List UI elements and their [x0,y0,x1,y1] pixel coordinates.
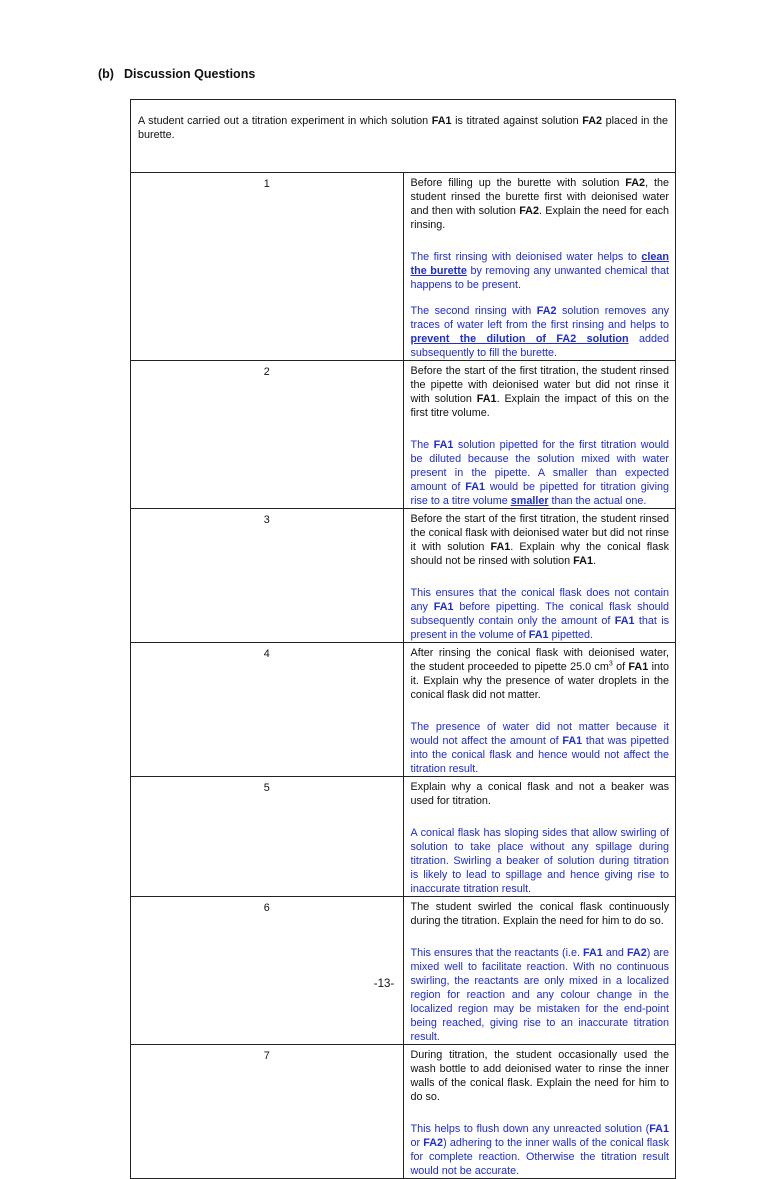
question-text: The student swirled the conical flask continuously during the titration. Explain the need for him to do so. [410,901,669,927]
question-row [131,361,676,509]
question-body [403,173,676,361]
question-number: 6 [131,897,404,1045]
answer-text: This ensures that the reactants (i.e. FA1 and FA2) are mixed well to facilitate reaction. With no continuous swirling, the reactants are only mixed in a localized region for reaction and any colour change in the localized region may be mistaken for the end-point being reached, giving rise to an inaccurate titration result. [410,947,669,1043]
answer-text: The second rinsing with FA2 solution removes any traces of water left from the first rinsing and helps to prevent the dilution of FA2 solution added subsequently to fill the burette. [410,305,669,359]
discussion-table [130,99,676,1179]
question-row [131,509,676,643]
question-text: During titration, the student occasionally used the wash bottle to add deionised water to rinse the inner walls of the conical flask. Explain the need for him to do so. [410,1049,669,1103]
question-text: Before the start of the first titration, the student rinsed the pipette with deionised water but did not rinse it with solution FA1. Explain the impact of this on the first titre volume. [410,365,669,419]
question-body [403,777,676,897]
question-number: 1 [131,173,404,361]
intro-row [131,100,676,173]
question-body [403,361,676,509]
question-number: 5 [131,777,404,897]
answer-text: The FA1 solution pipetted for the first titration would be diluted because the solution mixed with water present in the pipette. A smaller than expected amount of FA1 would be pipetted for titration giving rise to a titre volume smaller than the actual one. [410,439,669,507]
question-body [403,643,676,777]
intro-cell [131,100,676,173]
answer-text: The first rinsing with deionised water helps to clean the burette by removing any unwanted chemical that happens to be present. [410,251,669,291]
question-row [131,643,676,777]
question-number: 7 [131,1045,404,1179]
question-row [131,1045,676,1179]
question-row [131,897,676,1045]
section-heading [98,67,255,81]
question-row [131,777,676,897]
question-text: Explain why a conical flask and not a beaker was used for titration. [410,781,669,807]
intro-text: A student carried out a titration experiment in which solution FA1 is titrated against solution FA2 placed in the burette. [138,115,669,141]
answer-text: A conical flask has sloping sides that allow swirling of solution to take place without any spillage during titration. Swirling a beaker of solution during titration is likely to lead to spillage and hence giving rise to inaccurate titration result. [410,827,669,895]
question-text: After rinsing the conical flask with deionised water, the student proceeded to pipette 25.0 $cm^3$ of FA1 into it. Explain why the presence of water droplets in the conical flask did not matter. [410,647,669,701]
answer-text: This ensures that the conical flask does not contain any FA1 before pipetting. The conical flask should subsequently contain only the amount of FA1 that is present in the volume of FA1 pipetted. [410,587,670,641]
page-number: -13- [373,978,395,990]
question-number: 4 [131,643,404,777]
answer-text: This helps to flush down any unreacted solution (FA1 or FA2) adhering to the inner walls of the conical flask for complete reaction. Otherwise the titration result would not be accurate. [410,1123,669,1177]
question-text: Before filling up the burette with solution FA2, the student rinsed the burette first with deionised water and then with solution FA2. Explain the need for each rinsing. [410,177,669,231]
section-label: (b) [98,67,114,81]
question-number: 2 [131,361,404,509]
question-body [403,897,676,1045]
question-text: Before the start of the first titration, the student rinsed the conical flask with deionised water but did not rinse it with solution FA1. Explain why the conical flask should not be rinsed with solution FA1. [410,513,669,567]
question-number: 3 [131,509,404,643]
section-title: Discussion Questions [124,67,256,81]
answer-text: The presence of water did not matter because it would not affect the amount of FA1 that was pipetted into the conical flask and hence would not affect the titration result. [410,721,669,775]
question-body [403,1045,676,1179]
question-body [403,509,676,643]
question-row [131,173,676,361]
